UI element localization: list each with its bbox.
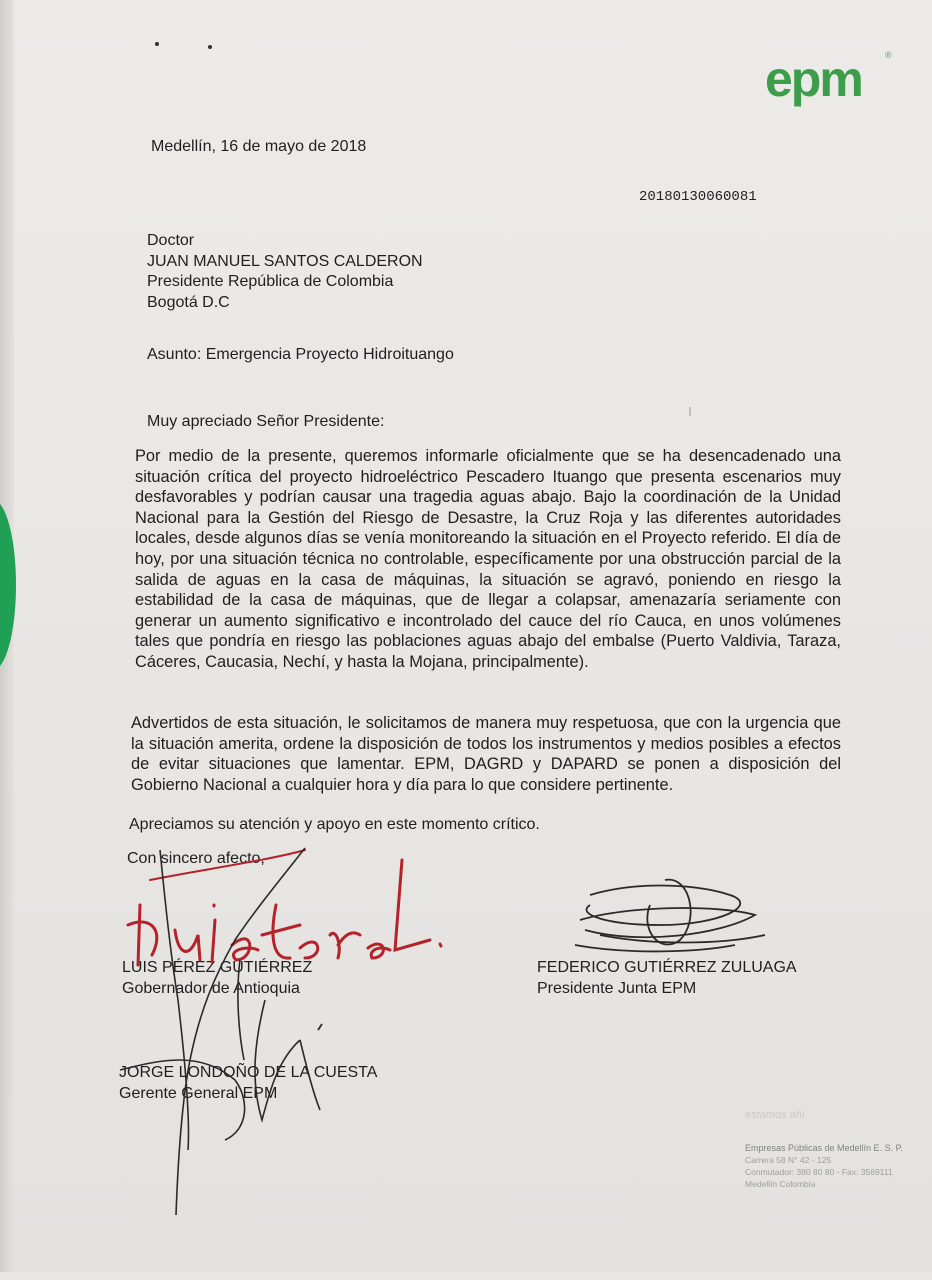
signature-londono-drawing — [120, 848, 320, 1215]
footer-address: Carrera 58 N° 42 - 125 — [745, 1155, 832, 1165]
registered-mark: ® — [885, 50, 892, 60]
footer-tagline: estamos ahí — [745, 1109, 805, 1121]
body-paragraph-2: Advertidos de esta situación, le solicitamos de manera muy respetuosa, que con la urgencia que la situación amerita, ordene la disposición de todos los instrumentos y medios posibles a efectos de evitar situaciones que lamentar. EPM, DAGRD y DAPARD se ponen a disposición del Gobierno Nacional a cualquier hora y día para lo que considere pertinente. — [131, 714, 841, 794]
recipient-city: Bogotá D.C — [147, 293, 230, 311]
signatory-name: LUIS PÉREZ GUTIÉRREZ — [122, 959, 313, 976]
signatory-name: JORGE LONDOÑO DE LA CUESTA — [119, 1064, 378, 1081]
subject-line: Asunto: Emergencia Proyecto Hidroituango — [147, 346, 454, 363]
signature-gutierrez-drawing — [575, 880, 765, 952]
body-paragraph-1: Por medio de la presente, queremos informarle oficialmente que se ha desencadenado una situación crítica del proyecto hidroeléctrico Pescadero Ituango que presenta escenarios muy desfavorables y podrían causar una tragedia aguas abajo. Bajo la coordinación de la Unidad Nacional para la Gestión del Riesgo de Desastre, la Cruz Roja y las diferentes autoridades locales, desde algunos días se venía monitoreando la situación en el Proyecto referido. El día de hoy, por una situación técnica no controlable, específicamente por una obstrucción parcial de la salida de aguas en la casa de máquinas, la situación se agravó, poniendo en riesgo la estabilidad de la casa de máquinas, que de llegar a colapsar, amenazaría seriamente con generar un aumento significativo e incontrolado del cauce del río Cauca, en unos volúmenes tales que pondría en riesgo las poblaciones aguas abajo del embalse (Puerto Valdivia, Taraza, Cáceres, Caucasia, Nechí, y hasta la Mojana, principalmente). — [135, 447, 841, 671]
recipient-name: JUAN MANUEL SANTOS CALDERON — [147, 252, 423, 270]
recipient-title: Doctor — [147, 232, 195, 249]
salutation: Muy apreciado Señor Presidente: — [147, 413, 385, 430]
footer-address-block — [745, 1142, 932, 1190]
footer-city: Medellín Colombia — [745, 1179, 816, 1189]
ink-mark — [318, 1024, 322, 1030]
footer-company: Empresas Públicas de Medellín E. S. P. — [745, 1143, 903, 1153]
signatory-title: Presidente Junta EPM — [537, 979, 697, 997]
body-paragraph-3: Apreciamos su atención y apoyo en este momento crítico. — [129, 816, 540, 833]
signatory-name: FEDERICO GUTIÉRREZ ZULUAGA — [537, 959, 797, 976]
signatory-title: Gerente General EPM — [119, 1084, 278, 1102]
closing-line: Con sincero afecto, — [127, 850, 265, 867]
date-line: Medellín, 16 de mayo de 2018 — [151, 138, 367, 155]
signature-perez-drawing — [128, 850, 441, 965]
logo-text: epm — [765, 51, 862, 107]
recipient-position: Presidente República de Colombia — [147, 273, 394, 290]
reference-number: 20180130060081 — [639, 189, 757, 205]
signatory-title: Gobernador de Antioquia — [122, 979, 300, 997]
footer-phone: Conmutador: 380 80 80 - Fax: 3569111 — [745, 1167, 893, 1177]
